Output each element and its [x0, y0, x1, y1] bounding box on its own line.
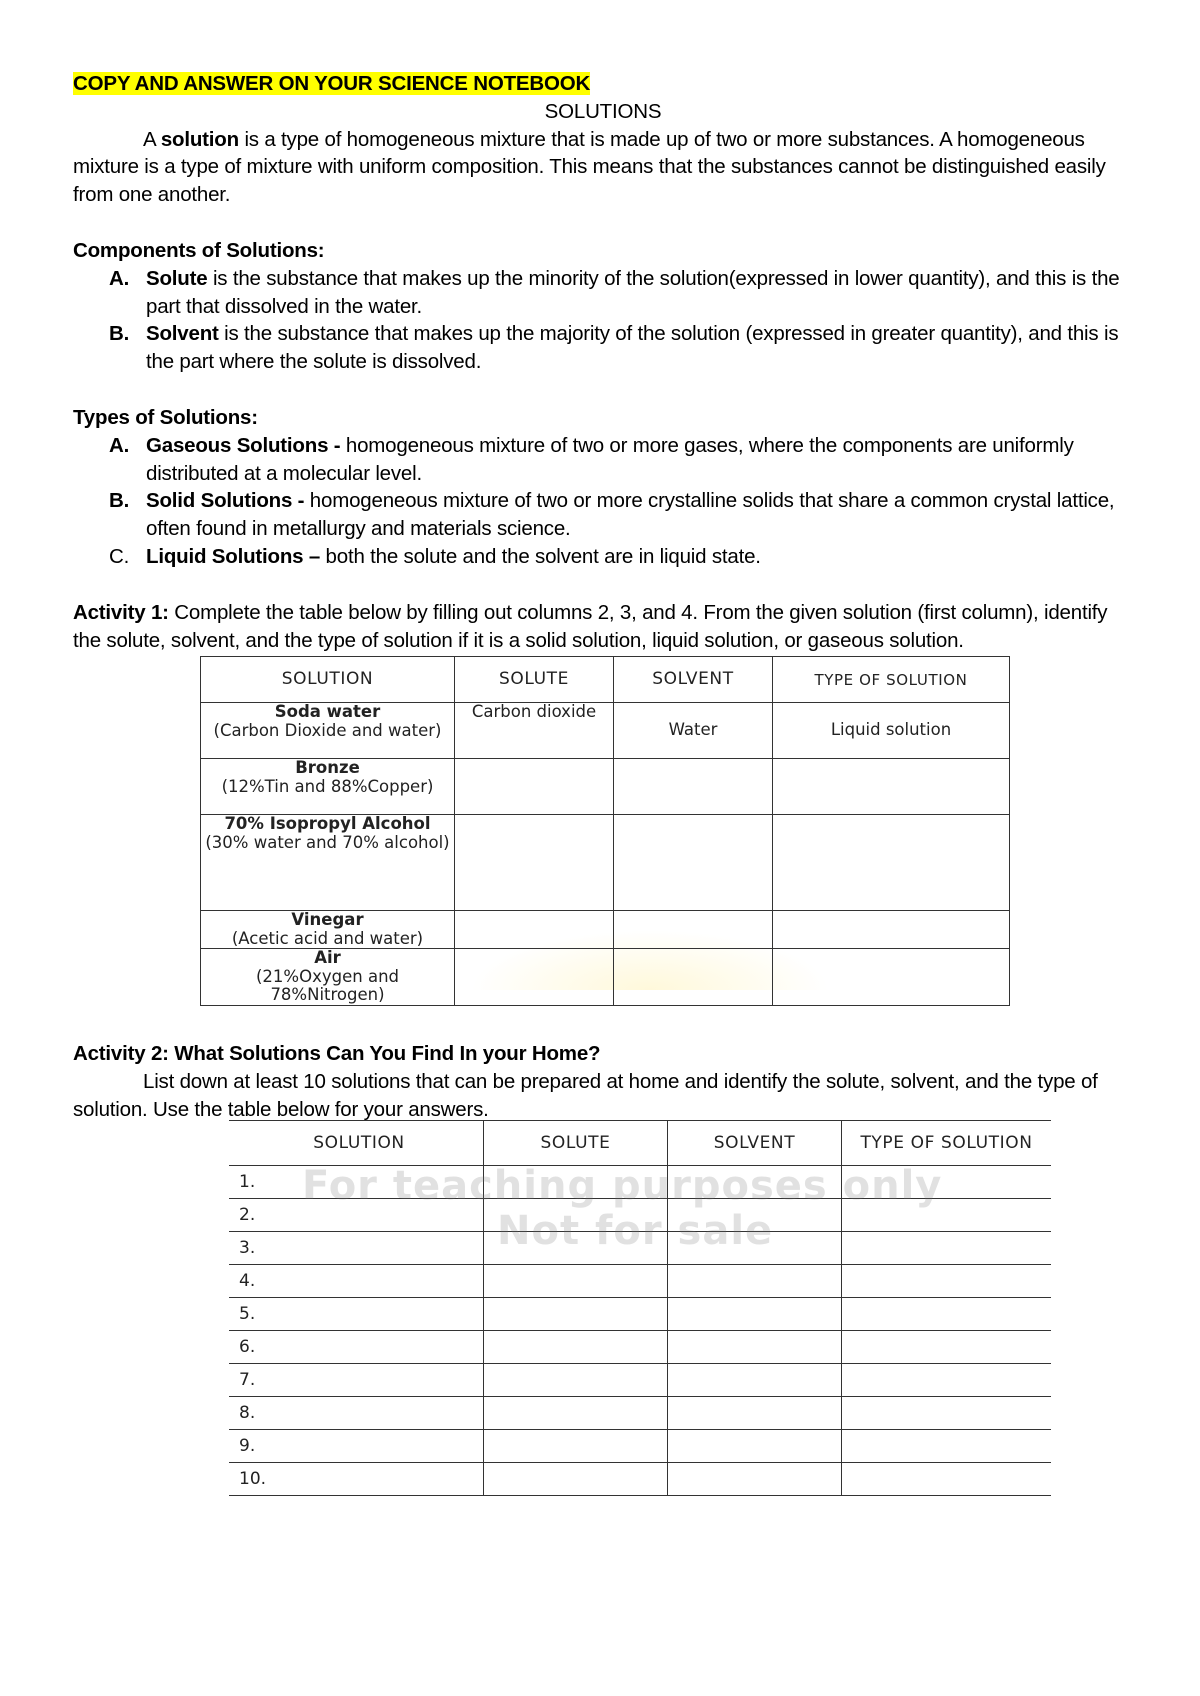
list-item: C. Liquid Solutions – both the solute and the solvent are in liquid state.: [109, 544, 761, 568]
table-row: [229, 1331, 1051, 1364]
type-cell: [773, 949, 1010, 1006]
type-cell: [773, 815, 1010, 911]
activity1-instructions: Activity 1: Complete the table below by filling out columns 2, 3, and 4. From the given solution (first column), identify the solute, solvent, and the type of solution if it is a solid solution, liquid solution, or gaseous solution.: [73, 600, 1108, 652]
solute-cell: Carbon dioxide: [455, 703, 614, 759]
solute-cell: [455, 815, 614, 911]
solvent-cell: [614, 911, 773, 949]
column-header: SOLUTION: [229, 1121, 484, 1166]
solvent-cell: [614, 949, 773, 1006]
table-row: [229, 1199, 1051, 1232]
page-title: SOLUTIONS: [544, 99, 662, 123]
row-number: 4.: [229, 1265, 484, 1298]
table-row: [229, 1397, 1051, 1430]
types-heading: Types of Solutions:: [73, 405, 258, 429]
column-header: SOLUTE: [484, 1121, 668, 1166]
column-header: TYPE OF SOLUTION: [842, 1121, 1052, 1166]
table-row: [201, 759, 1010, 815]
table-row: [229, 1430, 1051, 1463]
row-number: 1.: [229, 1166, 484, 1199]
list-item: B. Solvent is the substance that makes up the majority of the solution (expressed in greater quantity), and this is the part where the solute is dissolved.: [109, 322, 1119, 374]
table-row: [229, 1232, 1051, 1265]
table-row: [229, 1298, 1051, 1331]
column-header: SOLVENT: [614, 657, 773, 703]
activity1-table: [200, 656, 1010, 1006]
table-row: [229, 1364, 1051, 1397]
list-item: A. Gaseous Solutions - homogeneous mixture of two or more gases, where the components are uniformly distributed at a molecular level.: [109, 433, 1074, 485]
solvent-cell: Water: [614, 703, 773, 759]
activity2-table: [229, 1120, 1051, 1496]
table-row: [201, 911, 1010, 949]
activity2-instructions: List down at least 10 solutions that can be prepared at home and identify the solute, solvent, and the type of solution. Use the table below for your answers.: [73, 1069, 1098, 1121]
table-row: [229, 1463, 1051, 1496]
solution-cell: Soda water (Carbon Dioxide and water): [201, 703, 455, 759]
table-row: [201, 949, 1010, 1006]
solution-cell: Bronze (12%Tin and 88%Copper): [201, 759, 455, 815]
table-row: [229, 1265, 1051, 1298]
row-number: 6.: [229, 1331, 484, 1364]
type-cell: [773, 911, 1010, 949]
components-list: [73, 265, 1133, 376]
solute-cell: [455, 949, 614, 1006]
watermark-line1: For teaching purposes only: [302, 1163, 943, 1209]
intro-paragraph: A solution is a type of homogeneous mixture that is made up of two or more substances. A homogeneous mixture is a type of mixture with uniform composition. This means that the substances cannot be distinguished easily from one another.: [73, 127, 1106, 207]
type-cell: Liquid solution: [773, 703, 1010, 759]
list-item: B. Solid Solutions - homogeneous mixture of two or more crystalline solids that share a common crystal lattice, often found in metallurgy and materials science.: [109, 489, 1115, 541]
solvent-cell: [614, 759, 773, 815]
column-header: SOLVENT: [668, 1121, 842, 1166]
document-body: [73, 70, 1133, 654]
column-header: SOLUTION: [201, 657, 455, 703]
table-row: [201, 815, 1010, 911]
type-cell: [773, 759, 1010, 815]
table-row: [201, 703, 1010, 759]
row-number: 10.: [229, 1463, 484, 1496]
list-item: A. Solute is the substance that makes up the minority of the solution(expressed in lower quantity), and this is the part that dissolved in the water.: [109, 266, 1120, 318]
row-number: 5.: [229, 1298, 484, 1331]
types-list: [73, 432, 1133, 571]
header-instruction: COPY AND ANSWER ON YOUR SCIENCE NOTEBOOK: [73, 72, 591, 95]
activity2-heading: Activity 2: What Solutions Can You Find In your Home?: [73, 1042, 601, 1065]
column-header: SOLUTE: [455, 657, 614, 703]
row-number: 8.: [229, 1397, 484, 1430]
row-number: 9.: [229, 1430, 484, 1463]
solution-cell: Air (21%Oxygen and 78%Nitrogen): [201, 949, 455, 1006]
solute-cell: [455, 911, 614, 949]
row-number: 2.: [229, 1199, 484, 1232]
components-heading: Components of Solutions:: [73, 238, 325, 262]
activity2-section: [73, 1040, 1133, 1123]
row-number: 7.: [229, 1364, 484, 1397]
solvent-cell: [614, 815, 773, 911]
row-number: 3.: [229, 1232, 484, 1265]
solution-cell: 70% Isopropyl Alcohol (30% water and 70% alcohol): [201, 815, 455, 911]
column-header: TYPE OF SOLUTION: [773, 657, 1010, 703]
solute-cell: [455, 759, 614, 815]
watermark-line2: Not for sale: [497, 1208, 774, 1254]
table-row: [229, 1166, 1051, 1199]
solution-cell: Vinegar (Acetic acid and water): [201, 911, 455, 949]
